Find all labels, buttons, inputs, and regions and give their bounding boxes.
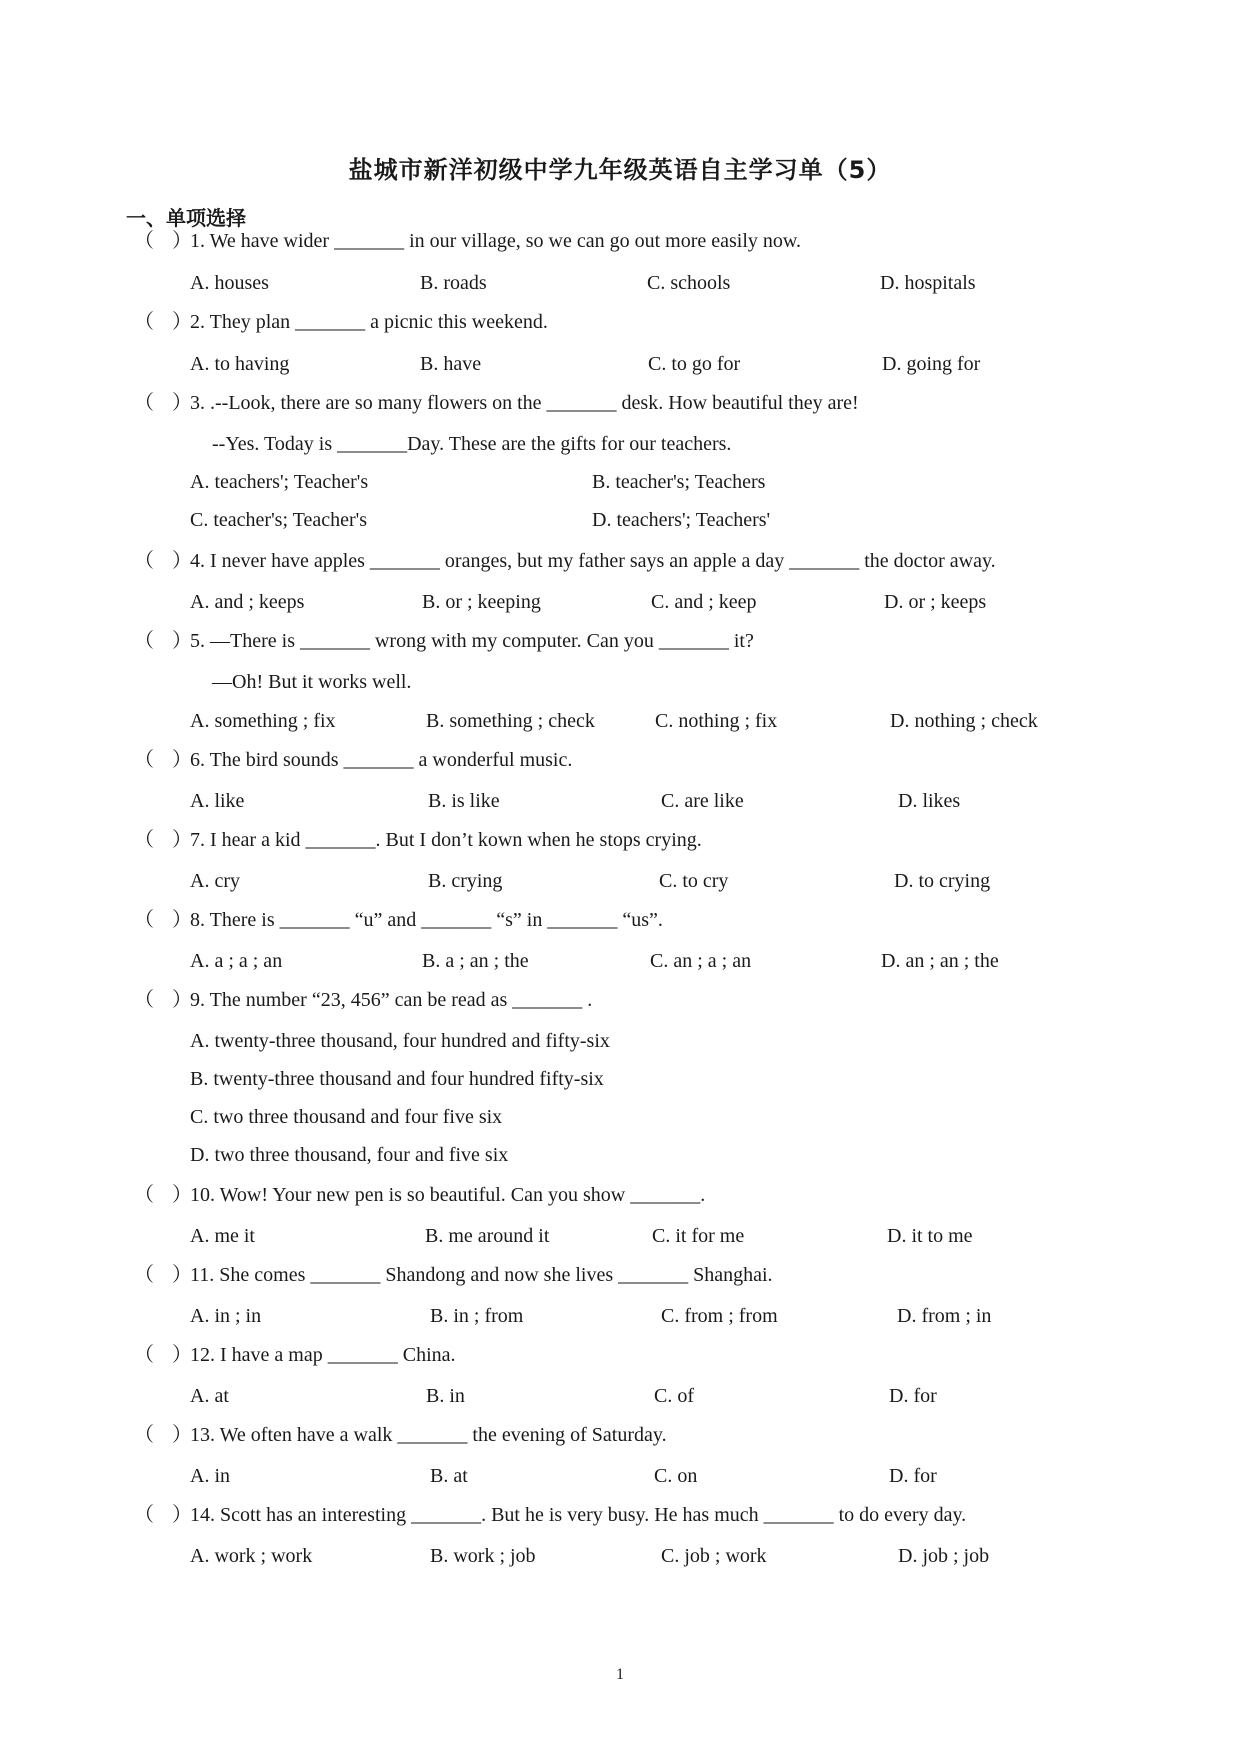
question-text-cont: —Oh! But it works well. <box>212 671 412 693</box>
question-text: 12. I have a map _______ China. <box>190 1344 456 1366</box>
option-c: C. on <box>654 1465 698 1487</box>
option-d: D. hospitals <box>880 272 976 294</box>
option-b: B. crying <box>428 870 503 892</box>
option-d: D. two three thousand, four and five six <box>190 1144 509 1166</box>
question-text: 9. The number “23, 456” can be read as _______ . <box>190 989 593 1011</box>
option-c: C. and ; keep <box>651 591 757 613</box>
option-d: D. to crying <box>894 870 991 892</box>
answer-bracket[interactable]: （ ） <box>134 909 192 931</box>
option-c: C. job ; work <box>661 1545 767 1567</box>
option-a: A. in <box>190 1465 230 1487</box>
option-d: D. it to me <box>887 1225 973 1247</box>
question-text: 1. We have wider _______ in our village, so we can go out more easily now. <box>190 230 802 252</box>
option-c: C. nothing ; fix <box>655 710 778 732</box>
option-c: C. from ; from <box>661 1305 778 1327</box>
option-d: D. from ; in <box>897 1305 992 1327</box>
option-d: D. likes <box>898 790 961 812</box>
option-c: C. an ; a ; an <box>650 950 752 972</box>
option-b: B. have <box>420 353 482 375</box>
option-b: B. twenty-three thousand and four hundred fifty-six <box>190 1068 604 1090</box>
question-text: 3. .--Look, there are so many flowers on the _______ desk. How beautiful they are! <box>190 392 859 414</box>
option-b: B. teacher's; Teachers <box>592 471 766 493</box>
section-heading: 一、单项选择 <box>126 206 246 230</box>
option-a: A. houses <box>190 272 269 294</box>
option-c: C. teacher's; Teacher's <box>190 509 368 531</box>
answer-bracket[interactable]: （ ） <box>134 1264 192 1286</box>
option-a: A. something ; fix <box>190 710 336 732</box>
question-text: 4. I never have apples _______ oranges, but my father says an apple a day _______ the doctor away. <box>190 550 996 572</box>
option-d: D. or ; keeps <box>884 591 987 613</box>
option-c: C. of <box>654 1385 694 1407</box>
answer-bracket[interactable]: （ ） <box>134 392 192 414</box>
option-a: A. at <box>190 1385 229 1407</box>
answer-bracket[interactable]: （ ） <box>134 230 192 252</box>
option-c: C. to go for <box>648 353 741 375</box>
answer-bracket[interactable]: （ ） <box>134 1344 192 1366</box>
option-b: B. roads <box>420 272 487 294</box>
option-b: B. in ; from <box>430 1305 524 1327</box>
question-text: 13. We often have a walk _______ the evening of Saturday. <box>190 1424 667 1446</box>
option-c: C. it for me <box>652 1225 745 1247</box>
option-d: D. for <box>889 1385 937 1407</box>
option-a: A. work ; work <box>190 1545 313 1567</box>
question-text: 10. Wow! Your new pen is so beautiful. Can you show _______. <box>190 1184 706 1206</box>
option-d: D. teachers'; Teachers' <box>592 509 771 531</box>
answer-bracket[interactable]: （ ） <box>134 1184 192 1206</box>
page-title: 盐城市新洋初级中学九年级英语自主学习单（5） <box>348 156 892 184</box>
option-c: C. are like <box>661 790 744 812</box>
option-a: A. teachers'; Teacher's <box>190 471 369 493</box>
answer-bracket[interactable]: （ ） <box>134 311 192 333</box>
page-number: 1 <box>616 1666 624 1683</box>
option-a: A. twenty-three thousand, four hundred and fifty-six <box>190 1030 610 1052</box>
option-d: D. going for <box>882 353 981 375</box>
option-a: A. in ; in <box>190 1305 262 1327</box>
option-a: A. like <box>190 790 245 812</box>
question-text-cont: --Yes. Today is _______Day. These are the gifts for our teachers. <box>212 433 732 455</box>
question-text: 7. I hear a kid _______. But I don’t kown when he stops crying. <box>190 829 702 851</box>
option-b: B. in <box>426 1385 465 1407</box>
option-d: D. for <box>889 1465 937 1487</box>
answer-bracket[interactable]: （ ） <box>134 1504 192 1526</box>
option-b: B. a ; an ; the <box>422 950 529 972</box>
option-a: A. and ; keeps <box>190 591 305 613</box>
question-text: 2. They plan _______ a picnic this weekend. <box>190 311 548 333</box>
option-b: B. me around it <box>425 1225 550 1247</box>
question-text: 6. The bird sounds _______ a wonderful music. <box>190 749 573 771</box>
answer-bracket[interactable]: （ ） <box>134 749 192 771</box>
option-c: C. schools <box>647 272 731 294</box>
option-b: B. work ; job <box>430 1545 536 1567</box>
option-c: C. two three thousand and four five six <box>190 1106 503 1128</box>
question-text: 8. There is _______ “u” and _______ “s” in _______ “us”. <box>190 909 663 931</box>
answer-bracket[interactable]: （ ） <box>134 989 192 1011</box>
answer-bracket[interactable]: （ ） <box>134 550 192 572</box>
option-a: A. cry <box>190 870 240 892</box>
question-text: 5. —There is _______ wrong with my computer. Can you _______ it? <box>190 630 754 652</box>
option-b: B. at <box>430 1465 468 1487</box>
option-b: B. something ; check <box>426 710 595 732</box>
answer-bracket[interactable]: （ ） <box>134 630 192 652</box>
option-a: A. to having <box>190 353 290 375</box>
option-b: B. is like <box>428 790 500 812</box>
question-text: 11. She comes _______ Shandong and now she lives _______ Shanghai. <box>190 1264 773 1286</box>
option-d: D. nothing ; check <box>890 710 1038 732</box>
option-d: D. an ; an ; the <box>881 950 999 972</box>
answer-bracket[interactable]: （ ） <box>134 1424 192 1446</box>
answer-bracket[interactable]: （ ） <box>134 829 192 851</box>
option-a: A. a ; a ; an <box>190 950 283 972</box>
option-a: A. me it <box>190 1225 255 1247</box>
question-text: 14. Scott has an interesting _______. But he is very busy. He has much _______ to do every day. <box>190 1504 967 1526</box>
option-b: B. or ; keeping <box>422 591 541 613</box>
option-d: D. job ; job <box>898 1545 990 1567</box>
option-c: C. to cry <box>659 870 729 892</box>
